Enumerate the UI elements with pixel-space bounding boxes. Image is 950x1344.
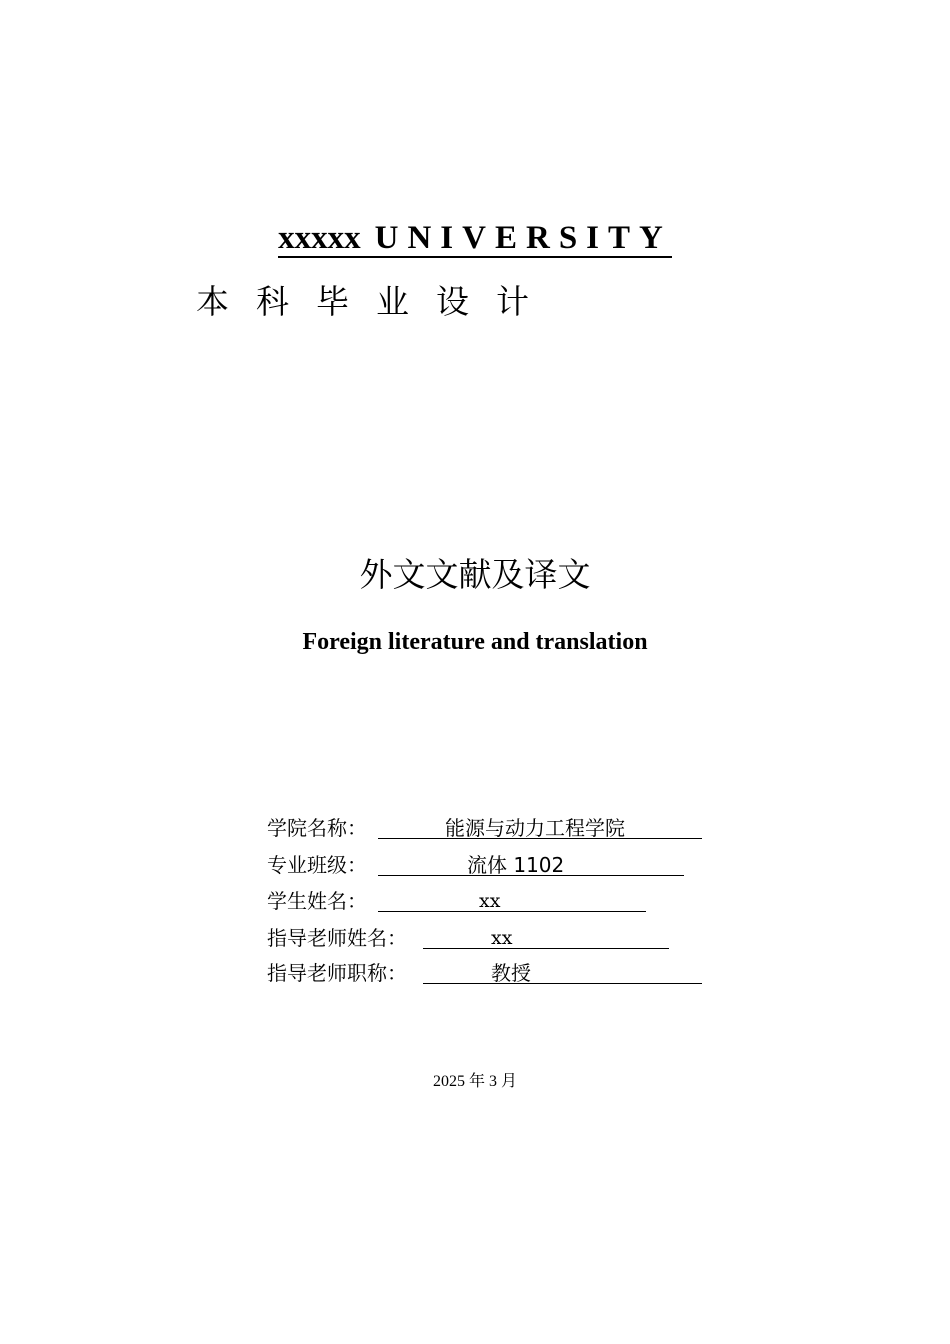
field-student-name-value: xx xyxy=(479,890,501,912)
field-advisor-title-value: 教授 xyxy=(491,961,531,985)
university-heading xyxy=(0,216,950,260)
university-heading-underlined xyxy=(278,220,672,258)
document-date: 2025 年 3 月 xyxy=(432,1073,517,1090)
field-college xyxy=(267,814,707,844)
field-student-name-label: 学生姓名： xyxy=(267,889,367,913)
field-advisor-name-label: 指导老师姓名： xyxy=(267,926,407,950)
thesis-type: 本科毕业设计 xyxy=(196,282,556,321)
document-title-cn: 外文文献及译文 xyxy=(359,555,591,594)
field-class-label: 专业班级： xyxy=(267,853,367,877)
field-advisor-title-label: 指导老师职称： xyxy=(267,961,407,985)
field-advisor-name-value: xx xyxy=(491,927,513,949)
field-advisor-name xyxy=(267,924,707,954)
field-class xyxy=(267,851,707,881)
field-student-name-underline xyxy=(378,911,646,912)
field-college-value: 能源与动力工程学院 xyxy=(445,816,625,840)
field-class-value: 流体 1102 xyxy=(467,853,565,877)
field-advisor-title xyxy=(267,959,707,989)
field-advisor-name-underline xyxy=(423,948,669,949)
field-advisor-title-underline xyxy=(423,983,702,984)
document-title-en: Foreign literature and translation xyxy=(302,629,648,655)
field-college-label: 学院名称： xyxy=(267,816,367,840)
university-prefix: xxxxx xyxy=(278,220,361,256)
field-student-name xyxy=(267,887,707,917)
university-word: UNIVERSITY xyxy=(374,220,672,256)
